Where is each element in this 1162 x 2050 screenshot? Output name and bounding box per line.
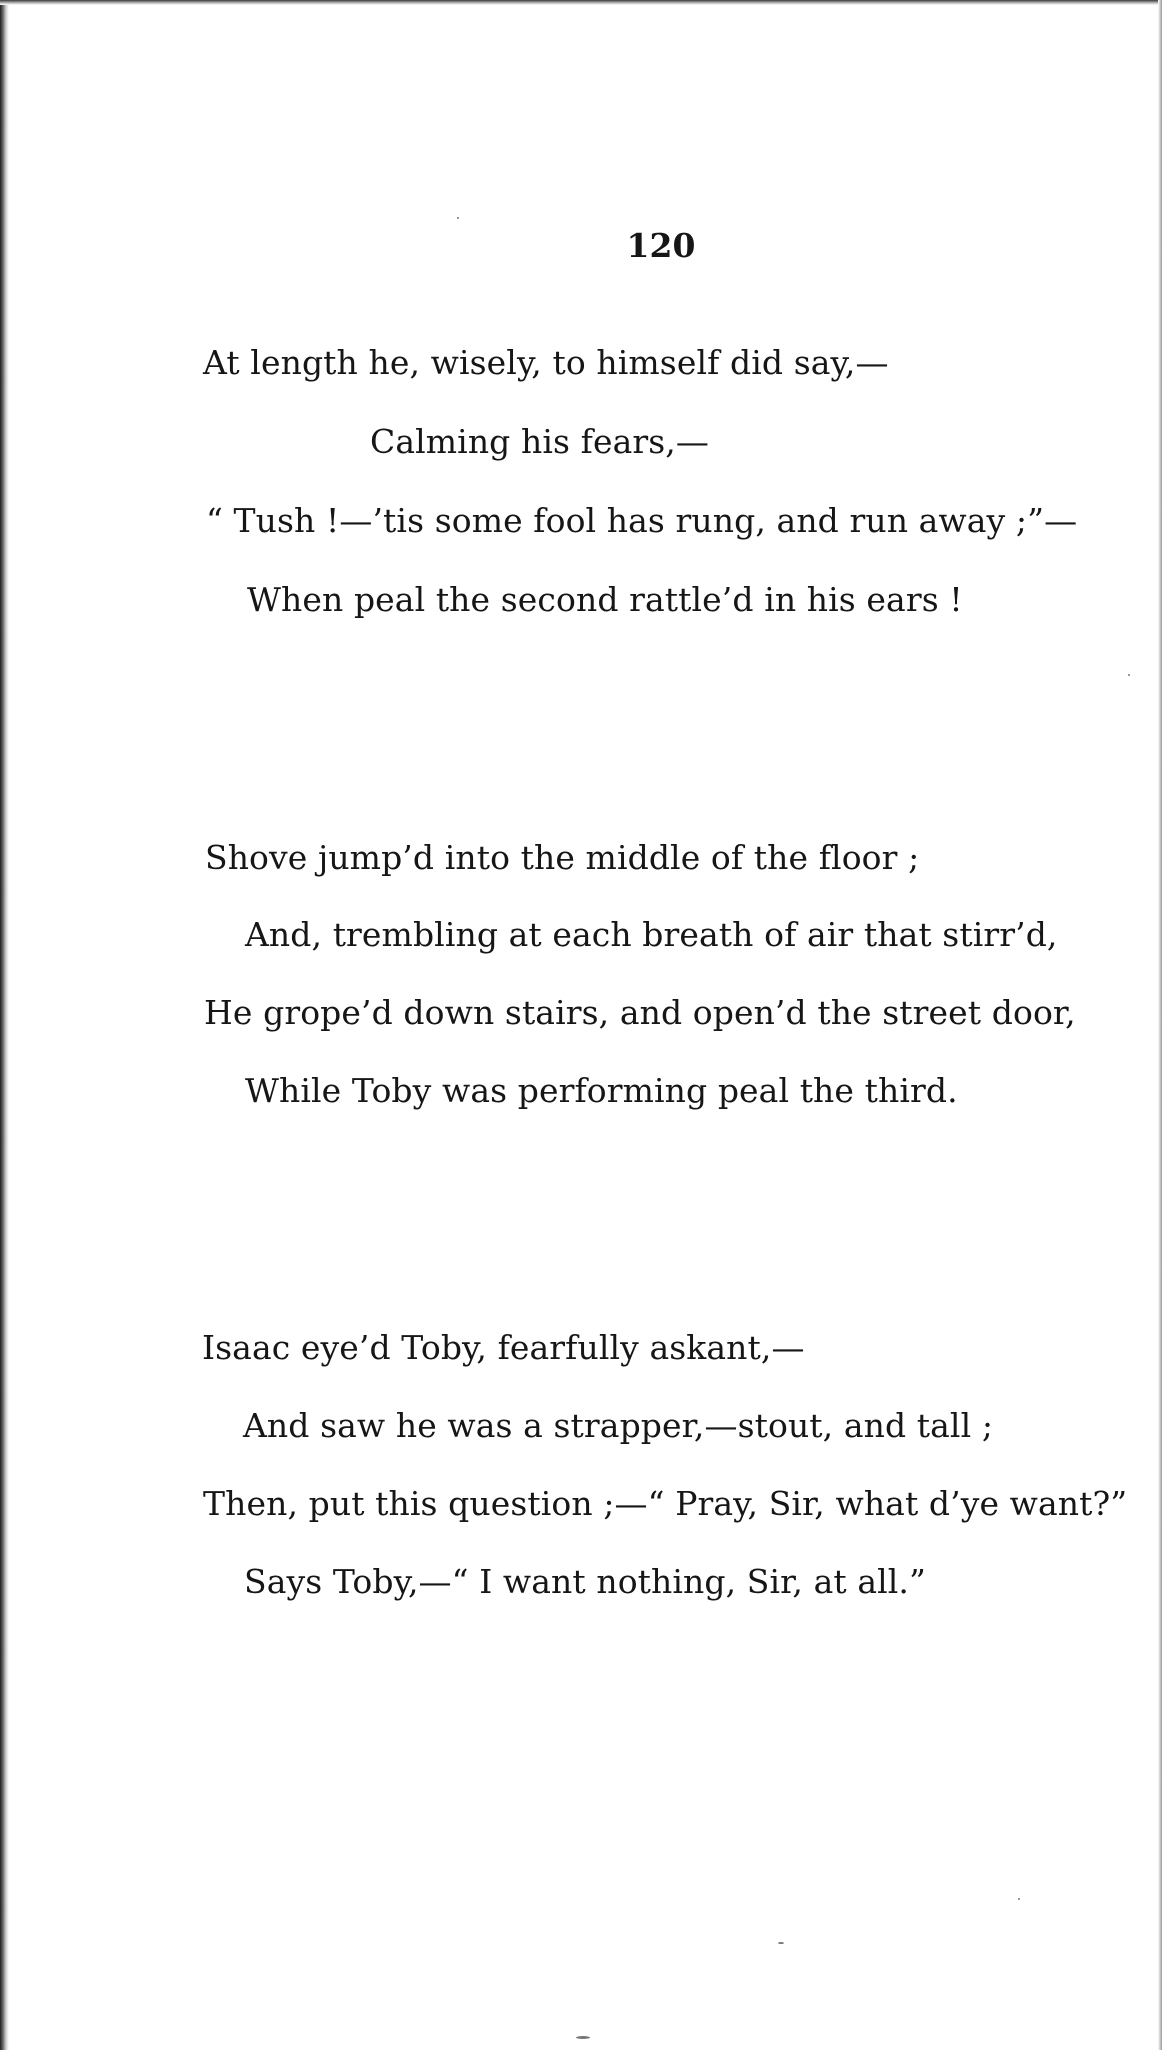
page-number: 120 xyxy=(626,226,696,265)
verse-line: When peal the second rattle’d in his ears ! xyxy=(247,580,963,619)
verse-line: He grope’d down stairs, and open’d the street door, xyxy=(204,993,1076,1032)
verse-line: Calming his fears,— xyxy=(370,422,709,461)
verse-line: Then, put this question ;—“ Pray, Sir, what d’ye want?” xyxy=(203,1484,1128,1523)
verse-line: While Toby was performing peal the third. xyxy=(245,1071,958,1110)
page-right-edge xyxy=(1158,0,1162,2050)
verse-line: And saw he was a strapper,—stout, and tall ; xyxy=(243,1406,994,1445)
page-left-edge xyxy=(0,0,9,2050)
verse-line: Says Toby,—“ I want nothing, Sir, at all.” xyxy=(244,1562,926,1601)
verse-line: Shove jump’d into the middle of the floor ; xyxy=(205,838,920,877)
verse-line: And, trembling at each breath of air that stirr’d, xyxy=(245,915,1058,954)
paper-speck xyxy=(778,1942,784,1944)
verse-line: “ Tush !—’tis some fool has rung, and run away ;”— xyxy=(206,501,1078,540)
paper-speck xyxy=(1128,674,1130,676)
paper-speck xyxy=(1018,1898,1020,1900)
page-top-edge xyxy=(0,0,1162,5)
paper-speck xyxy=(457,217,459,219)
paper-speck xyxy=(576,2036,590,2039)
verse-line: Isaac eye’d Toby, fearfully askant,— xyxy=(202,1328,805,1367)
verse-line: At length he, wisely, to himself did say,— xyxy=(203,343,889,382)
